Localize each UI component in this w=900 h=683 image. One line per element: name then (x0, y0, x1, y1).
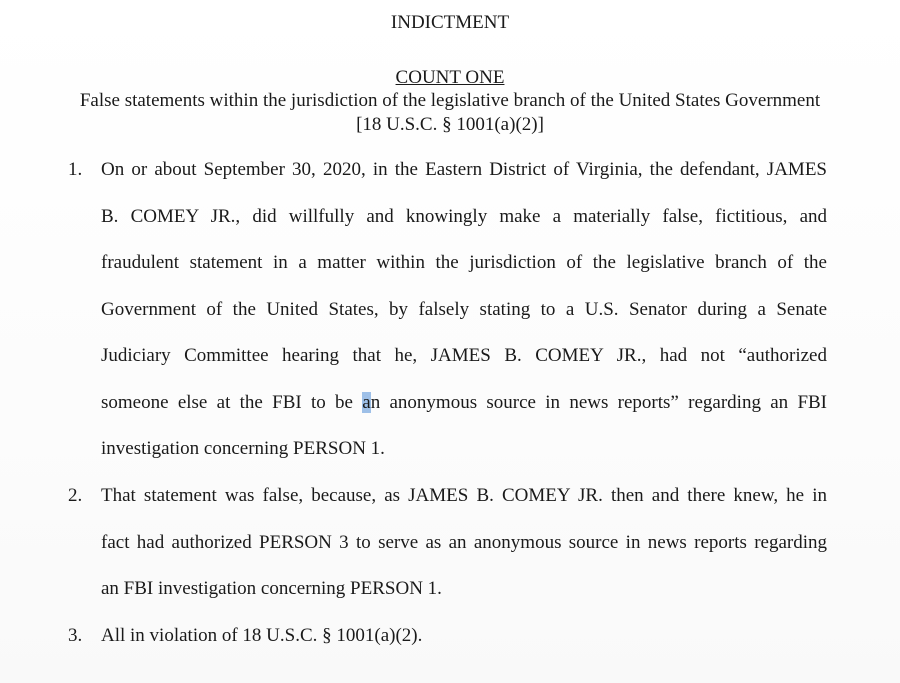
statute-citation: [18 U.S.C. § 1001(a)(2)] (356, 114, 544, 135)
paragraph-line: Government of the United States, by falsely stating to a U.S. Senator during a Senate (101, 298, 827, 320)
paragraph-line-with-selection: someone else at the FBI to be an anonymous source in news reports” regarding an FBI (101, 391, 828, 413)
paragraph-line: That statement was false, because, as JAMES B. COMEY JR. then and there knew, he in (101, 485, 827, 506)
paragraph-line: On or about September 30, 2020, in the Eastern District of Virginia, the defendant, JAMES (101, 159, 827, 180)
paragraph-number: 1. (68, 159, 83, 180)
paragraph-number: 3. (68, 625, 83, 646)
paragraph-line: an FBI investigation concerning PERSON 1. (101, 578, 442, 599)
paragraph-line: investigation concerning PERSON 1. (101, 438, 385, 459)
paragraph-1[interactable] (101, 147, 827, 473)
paragraph-number: 2. (68, 485, 83, 506)
paragraph-line: B. COMEY JR., did willfully and knowingly make a materially false, fictitious, and (101, 205, 827, 227)
count-description: False statements within the jurisdiction of the legislative branch of the United States Government (79, 90, 821, 111)
paragraph-line: fact had authorized PERSON 3 to serve as an anonymous source in news reports regarding (101, 531, 827, 553)
text-selection-highlight[interactable]: a (362, 391, 371, 413)
paragraph-2[interactable] (101, 473, 827, 613)
paragraph-line: Judiciary Committee hearing that he, JAMES B. COMEY JR., had not “authorized (101, 345, 827, 366)
document-title: INDICTMENT (390, 12, 510, 33)
count-heading: COUNT ONE (395, 67, 505, 88)
paragraph-line: All in violation of 18 U.S.C. § 1001(a)(2). (101, 625, 423, 646)
paragraph-line: fraudulent statement in a matter within the jurisdiction of the legislative branch of the (101, 252, 827, 273)
paragraph-3[interactable] (101, 613, 827, 660)
